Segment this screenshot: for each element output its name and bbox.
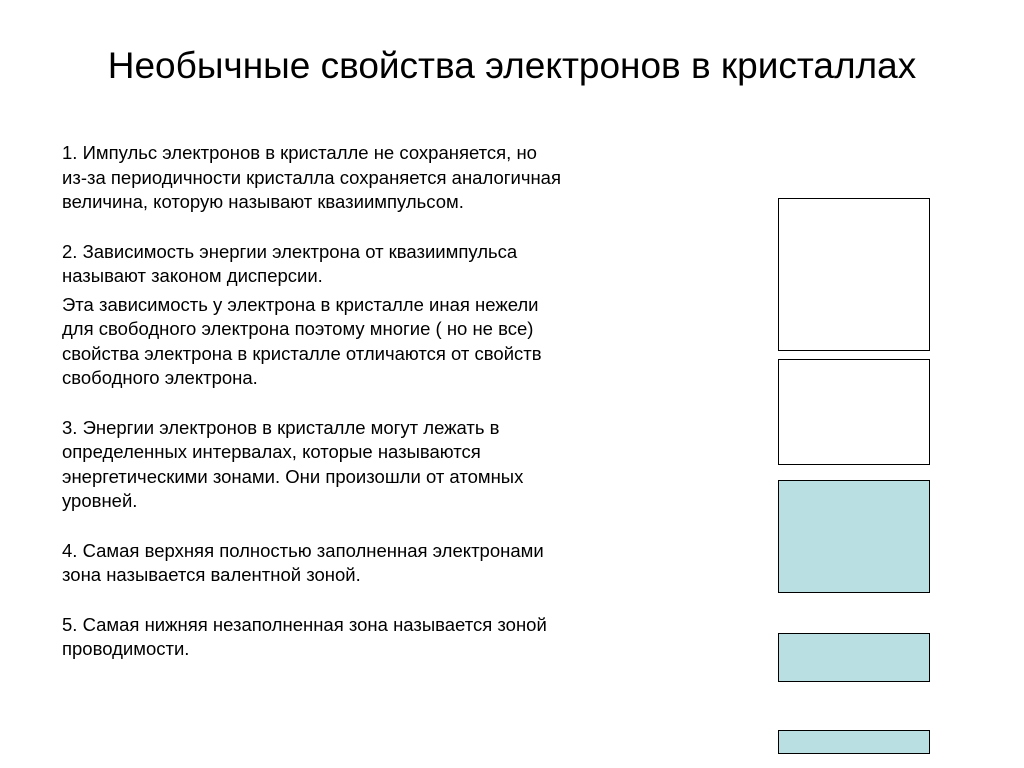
slide-body <box>62 141 702 662</box>
band-box-4 <box>778 633 930 682</box>
paragraph-dispersion: 2. Зависимость энергии электрона от квазиимпульса называют законом дисперсии. <box>62 240 518 286</box>
band-box-1 <box>778 198 930 351</box>
band-box-5 <box>778 730 930 754</box>
band-box-3 <box>778 480 930 593</box>
paragraph-energy-bands: 3. Энергии электронов в кристалле могут лежать в определенных интервалах, которые называются энергетическими зонами. Они произошли от атомных уровней. <box>62 416 524 511</box>
paragraph-dispersion-detail: Эта зависимость у электрона в кристалле иная нежели для свободного электрона поэтому многие ( но не все) свойства электрона в кристалле отличаются от свойств свободного электрона. <box>62 293 542 388</box>
slide-title: Необычные свойства электронов в кристаллах <box>107 45 917 86</box>
band-box-2 <box>778 359 930 465</box>
paragraph-valence-band: 4. Самая верхняя полностью заполненная электронами зона называется валентной зоной. <box>62 539 544 585</box>
paragraph-conduction-band: 5. Самая нижняя незаполненная зона называется зоной проводимости. <box>62 613 547 659</box>
paragraph-momentum: 1. Импульс электронов в кристалле не сохраняется, но из-за периодичности кристалла сохраняется аналогичная величина, которую называют квазиимпульсом. <box>62 142 561 212</box>
